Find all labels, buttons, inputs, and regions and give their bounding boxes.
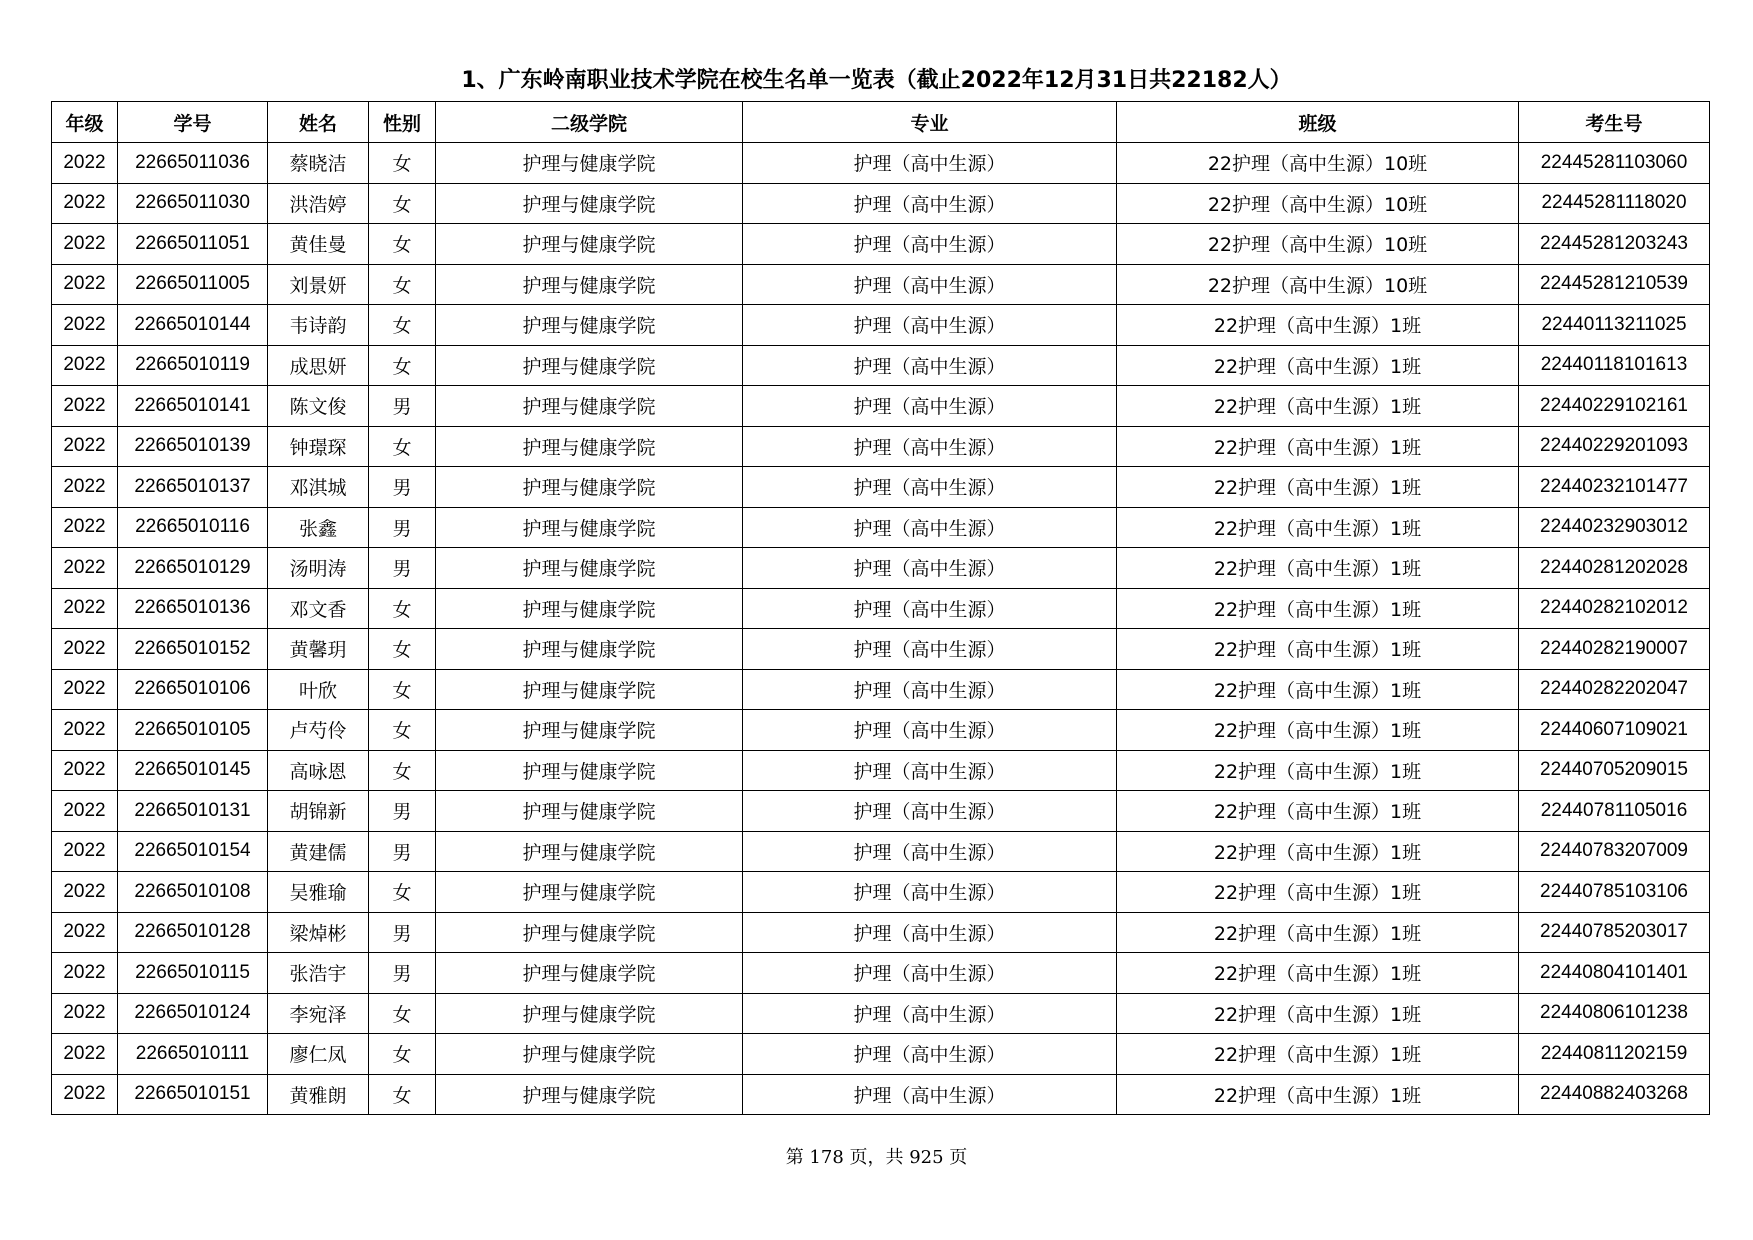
name-cell: 黄建儒 bbox=[268, 831, 369, 872]
gender-cell: 女 bbox=[369, 669, 436, 710]
class-cell: 22护理（高中生源）1班 bbox=[1117, 386, 1519, 427]
table-row bbox=[52, 953, 1710, 994]
class-cell: 22护理（高中生源）10班 bbox=[1117, 264, 1519, 305]
major-cell: 护理（高中生源） bbox=[743, 588, 1117, 629]
student-id-cell: 22665011036 bbox=[118, 143, 268, 184]
grade-cell: 2022 bbox=[52, 1034, 118, 1075]
exam-number-cell: 22440229201093 bbox=[1519, 426, 1710, 467]
college-cell: 护理与健康学院 bbox=[436, 1074, 743, 1115]
college-cell: 护理与健康学院 bbox=[436, 224, 743, 265]
name-cell: 黄馨玥 bbox=[268, 629, 369, 670]
student-roster-table bbox=[51, 101, 1710, 1115]
exam-number-cell: 22440781105016 bbox=[1519, 791, 1710, 832]
grade-cell: 2022 bbox=[52, 224, 118, 265]
exam-number-cell: 22440118101613 bbox=[1519, 345, 1710, 386]
student-id-cell: 22665010124 bbox=[118, 993, 268, 1034]
class-cell: 22护理（高中生源）1班 bbox=[1117, 629, 1519, 670]
major-cell: 护理（高中生源） bbox=[743, 143, 1117, 184]
name-cell: 刘景妍 bbox=[268, 264, 369, 305]
college-cell: 护理与健康学院 bbox=[436, 386, 743, 427]
college-cell: 护理与健康学院 bbox=[436, 872, 743, 913]
gender-cell: 女 bbox=[369, 143, 436, 184]
table-row bbox=[52, 831, 1710, 872]
name-cell: 叶欣 bbox=[268, 669, 369, 710]
gender-cell: 女 bbox=[369, 1074, 436, 1115]
major-cell: 护理（高中生源） bbox=[743, 831, 1117, 872]
gender-cell: 男 bbox=[369, 386, 436, 427]
class-cell: 22护理（高中生源）1班 bbox=[1117, 345, 1519, 386]
college-cell: 护理与健康学院 bbox=[436, 305, 743, 346]
exam-number-cell: 22445281203243 bbox=[1519, 224, 1710, 265]
student-id-cell: 22665010106 bbox=[118, 669, 268, 710]
grade-cell: 2022 bbox=[52, 264, 118, 305]
class-cell: 22护理（高中生源）1班 bbox=[1117, 467, 1519, 508]
column-header-name: 姓名 bbox=[268, 102, 369, 143]
student-id-cell: 22665011051 bbox=[118, 224, 268, 265]
student-id-cell: 22665010108 bbox=[118, 872, 268, 913]
exam-number-cell: 22440607109021 bbox=[1519, 710, 1710, 751]
student-id-cell: 22665010151 bbox=[118, 1074, 268, 1115]
column-header-college: 二级学院 bbox=[436, 102, 743, 143]
student-id-cell: 22665010152 bbox=[118, 629, 268, 670]
student-id-cell: 22665010139 bbox=[118, 426, 268, 467]
exam-number-cell: 22440785103106 bbox=[1519, 872, 1710, 913]
table-row bbox=[52, 224, 1710, 265]
name-cell: 钟璟琛 bbox=[268, 426, 369, 467]
class-cell: 22护理（高中生源）1班 bbox=[1117, 426, 1519, 467]
name-cell: 张浩宇 bbox=[268, 953, 369, 994]
student-id-cell: 22665010116 bbox=[118, 507, 268, 548]
name-cell: 廖仁凤 bbox=[268, 1034, 369, 1075]
column-header-major: 专业 bbox=[743, 102, 1117, 143]
name-cell: 吴雅瑜 bbox=[268, 872, 369, 913]
exam-number-cell: 22440113211025 bbox=[1519, 305, 1710, 346]
grade-cell: 2022 bbox=[52, 710, 118, 751]
exam-number-cell: 22440806101238 bbox=[1519, 993, 1710, 1034]
grade-cell: 2022 bbox=[52, 305, 118, 346]
name-cell: 蔡晓洁 bbox=[268, 143, 369, 184]
major-cell: 护理（高中生源） bbox=[743, 953, 1117, 994]
table-row bbox=[52, 143, 1710, 184]
major-cell: 护理（高中生源） bbox=[743, 426, 1117, 467]
student-id-cell: 22665010111 bbox=[118, 1034, 268, 1075]
college-cell: 护理与健康学院 bbox=[436, 143, 743, 184]
grade-cell: 2022 bbox=[52, 791, 118, 832]
grade-cell: 2022 bbox=[52, 548, 118, 589]
column-header-exam-number: 考生号 bbox=[1519, 102, 1710, 143]
major-cell: 护理（高中生源） bbox=[743, 710, 1117, 751]
college-cell: 护理与健康学院 bbox=[436, 426, 743, 467]
college-cell: 护理与健康学院 bbox=[436, 467, 743, 508]
college-cell: 护理与健康学院 bbox=[436, 183, 743, 224]
gender-cell: 女 bbox=[369, 426, 436, 467]
exam-number-cell: 22445281210539 bbox=[1519, 264, 1710, 305]
name-cell: 胡锦新 bbox=[268, 791, 369, 832]
column-header-gender: 性别 bbox=[369, 102, 436, 143]
exam-number-cell: 22440282102012 bbox=[1519, 588, 1710, 629]
exam-number-cell: 22440229102161 bbox=[1519, 386, 1710, 427]
college-cell: 护理与健康学院 bbox=[436, 953, 743, 994]
gender-cell: 男 bbox=[369, 791, 436, 832]
grade-cell: 2022 bbox=[52, 669, 118, 710]
student-id-cell: 22665010136 bbox=[118, 588, 268, 629]
column-header-class: 班级 bbox=[1117, 102, 1519, 143]
name-cell: 邓文香 bbox=[268, 588, 369, 629]
major-cell: 护理（高中生源） bbox=[743, 548, 1117, 589]
major-cell: 护理（高中生源） bbox=[743, 345, 1117, 386]
name-cell: 邓淇城 bbox=[268, 467, 369, 508]
table-row bbox=[52, 669, 1710, 710]
class-cell: 22护理（高中生源）1班 bbox=[1117, 548, 1519, 589]
college-cell: 护理与健康学院 bbox=[436, 912, 743, 953]
class-cell: 22护理（高中生源）1班 bbox=[1117, 791, 1519, 832]
major-cell: 护理（高中生源） bbox=[743, 264, 1117, 305]
exam-number-cell: 22440282190007 bbox=[1519, 629, 1710, 670]
major-cell: 护理（高中生源） bbox=[743, 791, 1117, 832]
name-cell: 黄佳曼 bbox=[268, 224, 369, 265]
column-header-student-id: 学号 bbox=[118, 102, 268, 143]
major-cell: 护理（高中生源） bbox=[743, 183, 1117, 224]
name-cell: 韦诗韵 bbox=[268, 305, 369, 346]
gender-cell: 女 bbox=[369, 264, 436, 305]
gender-cell: 女 bbox=[369, 872, 436, 913]
table-row bbox=[52, 467, 1710, 508]
name-cell: 成思妍 bbox=[268, 345, 369, 386]
table-row bbox=[52, 629, 1710, 670]
college-cell: 护理与健康学院 bbox=[436, 507, 743, 548]
class-cell: 22护理（高中生源）1班 bbox=[1117, 1034, 1519, 1075]
class-cell: 22护理（高中生源）10班 bbox=[1117, 143, 1519, 184]
table-row bbox=[52, 305, 1710, 346]
major-cell: 护理（高中生源） bbox=[743, 224, 1117, 265]
college-cell: 护理与健康学院 bbox=[436, 345, 743, 386]
grade-cell: 2022 bbox=[52, 467, 118, 508]
class-cell: 22护理（高中生源）1班 bbox=[1117, 710, 1519, 751]
table-row bbox=[52, 588, 1710, 629]
gender-cell: 女 bbox=[369, 345, 436, 386]
class-cell: 22护理（高中生源）1班 bbox=[1117, 993, 1519, 1034]
gender-cell: 女 bbox=[369, 224, 436, 265]
table-row bbox=[52, 548, 1710, 589]
college-cell: 护理与健康学院 bbox=[436, 588, 743, 629]
class-cell: 22护理（高中生源）1班 bbox=[1117, 831, 1519, 872]
name-cell: 陈文俊 bbox=[268, 386, 369, 427]
grade-cell: 2022 bbox=[52, 386, 118, 427]
table-row bbox=[52, 426, 1710, 467]
college-cell: 护理与健康学院 bbox=[436, 710, 743, 751]
gender-cell: 女 bbox=[369, 305, 436, 346]
student-id-cell: 22665010129 bbox=[118, 548, 268, 589]
name-cell: 李宛泽 bbox=[268, 993, 369, 1034]
class-cell: 22护理（高中生源）1班 bbox=[1117, 872, 1519, 913]
table-row bbox=[52, 345, 1710, 386]
exam-number-cell: 22440282202047 bbox=[1519, 669, 1710, 710]
gender-cell: 女 bbox=[369, 750, 436, 791]
student-id-cell: 22665010115 bbox=[118, 953, 268, 994]
grade-cell: 2022 bbox=[52, 831, 118, 872]
college-cell: 护理与健康学院 bbox=[436, 993, 743, 1034]
college-cell: 护理与健康学院 bbox=[436, 750, 743, 791]
gender-cell: 男 bbox=[369, 831, 436, 872]
class-cell: 22护理（高中生源）10班 bbox=[1117, 224, 1519, 265]
name-cell: 卢芍伶 bbox=[268, 710, 369, 751]
table-row bbox=[52, 912, 1710, 953]
exam-number-cell: 22440232903012 bbox=[1519, 507, 1710, 548]
name-cell: 汤明涛 bbox=[268, 548, 369, 589]
table-row bbox=[52, 1074, 1710, 1115]
table-row bbox=[52, 183, 1710, 224]
college-cell: 护理与健康学院 bbox=[436, 1034, 743, 1075]
grade-cell: 2022 bbox=[52, 750, 118, 791]
major-cell: 护理（高中生源） bbox=[743, 1034, 1117, 1075]
exam-number-cell: 22440785203017 bbox=[1519, 912, 1710, 953]
table-row bbox=[52, 993, 1710, 1034]
class-cell: 22护理（高中生源）1班 bbox=[1117, 1074, 1519, 1115]
gender-cell: 男 bbox=[369, 507, 436, 548]
grade-cell: 2022 bbox=[52, 912, 118, 953]
gender-cell: 男 bbox=[369, 912, 436, 953]
grade-cell: 2022 bbox=[52, 183, 118, 224]
name-cell: 梁焯彬 bbox=[268, 912, 369, 953]
table-row bbox=[52, 710, 1710, 751]
gender-cell: 男 bbox=[369, 953, 436, 994]
class-cell: 22护理（高中生源）1班 bbox=[1117, 588, 1519, 629]
exam-number-cell: 22445281103060 bbox=[1519, 143, 1710, 184]
major-cell: 护理（高中生源） bbox=[743, 750, 1117, 791]
class-cell: 22护理（高中生源）10班 bbox=[1117, 183, 1519, 224]
grade-cell: 2022 bbox=[52, 993, 118, 1034]
major-cell: 护理（高中生源） bbox=[743, 912, 1117, 953]
major-cell: 护理（高中生源） bbox=[743, 629, 1117, 670]
grade-cell: 2022 bbox=[52, 143, 118, 184]
exam-number-cell: 22445281118020 bbox=[1519, 183, 1710, 224]
exam-number-cell: 22440882403268 bbox=[1519, 1074, 1710, 1115]
name-cell: 黄雅朗 bbox=[268, 1074, 369, 1115]
page-footer: 第 178 页，共 925 页 bbox=[785, 1147, 968, 1168]
grade-cell: 2022 bbox=[52, 629, 118, 670]
major-cell: 护理（高中生源） bbox=[743, 872, 1117, 913]
major-cell: 护理（高中生源） bbox=[743, 305, 1117, 346]
student-id-cell: 22665011005 bbox=[118, 264, 268, 305]
exam-number-cell: 22440811202159 bbox=[1519, 1034, 1710, 1075]
student-id-cell: 22665010119 bbox=[118, 345, 268, 386]
table-row bbox=[52, 750, 1710, 791]
major-cell: 护理（高中生源） bbox=[743, 386, 1117, 427]
class-cell: 22护理（高中生源）1班 bbox=[1117, 305, 1519, 346]
college-cell: 护理与健康学院 bbox=[436, 669, 743, 710]
name-cell: 张鑫 bbox=[268, 507, 369, 548]
exam-number-cell: 22440705209015 bbox=[1519, 750, 1710, 791]
college-cell: 护理与健康学院 bbox=[436, 791, 743, 832]
table-row bbox=[52, 791, 1710, 832]
gender-cell: 女 bbox=[369, 588, 436, 629]
student-id-cell: 22665011030 bbox=[118, 183, 268, 224]
student-id-cell: 22665010105 bbox=[118, 710, 268, 751]
class-cell: 22护理（高中生源）1班 bbox=[1117, 507, 1519, 548]
exam-number-cell: 22440281202028 bbox=[1519, 548, 1710, 589]
student-id-cell: 22665010154 bbox=[118, 831, 268, 872]
gender-cell: 男 bbox=[369, 467, 436, 508]
grade-cell: 2022 bbox=[52, 507, 118, 548]
major-cell: 护理（高中生源） bbox=[743, 669, 1117, 710]
table-row bbox=[52, 872, 1710, 913]
student-id-cell: 22665010131 bbox=[118, 791, 268, 832]
table-row bbox=[52, 507, 1710, 548]
major-cell: 护理（高中生源） bbox=[743, 507, 1117, 548]
student-id-cell: 22665010144 bbox=[118, 305, 268, 346]
student-id-cell: 22665010128 bbox=[118, 912, 268, 953]
table-body bbox=[52, 143, 1710, 1115]
college-cell: 护理与健康学院 bbox=[436, 831, 743, 872]
exam-number-cell: 22440232101477 bbox=[1519, 467, 1710, 508]
class-cell: 22护理（高中生源）1班 bbox=[1117, 669, 1519, 710]
college-cell: 护理与健康学院 bbox=[436, 264, 743, 305]
college-cell: 护理与健康学院 bbox=[436, 629, 743, 670]
gender-cell: 女 bbox=[369, 183, 436, 224]
college-cell: 护理与健康学院 bbox=[436, 548, 743, 589]
gender-cell: 女 bbox=[369, 1034, 436, 1075]
class-cell: 22护理（高中生源）1班 bbox=[1117, 912, 1519, 953]
name-cell: 洪浩婷 bbox=[268, 183, 369, 224]
gender-cell: 女 bbox=[369, 993, 436, 1034]
column-header-grade: 年级 bbox=[52, 102, 118, 143]
page-title: 1、广东岭南职业技术学院在校生名单一览表（截止2022年12月31日共22182人） bbox=[461, 68, 1292, 93]
grade-cell: 2022 bbox=[52, 426, 118, 467]
class-cell: 22护理（高中生源）1班 bbox=[1117, 953, 1519, 994]
grade-cell: 2022 bbox=[52, 1074, 118, 1115]
gender-cell: 女 bbox=[369, 710, 436, 751]
gender-cell: 女 bbox=[369, 629, 436, 670]
exam-number-cell: 22440804101401 bbox=[1519, 953, 1710, 994]
major-cell: 护理（高中生源） bbox=[743, 1074, 1117, 1115]
grade-cell: 2022 bbox=[52, 588, 118, 629]
student-id-cell: 22665010141 bbox=[118, 386, 268, 427]
major-cell: 护理（高中生源） bbox=[743, 467, 1117, 508]
table-row bbox=[52, 264, 1710, 305]
major-cell: 护理（高中生源） bbox=[743, 993, 1117, 1034]
table-header-row bbox=[52, 102, 1710, 143]
student-id-cell: 22665010145 bbox=[118, 750, 268, 791]
gender-cell: 男 bbox=[369, 548, 436, 589]
name-cell: 高咏恩 bbox=[268, 750, 369, 791]
grade-cell: 2022 bbox=[52, 953, 118, 994]
exam-number-cell: 22440783207009 bbox=[1519, 831, 1710, 872]
student-id-cell: 22665010137 bbox=[118, 467, 268, 508]
grade-cell: 2022 bbox=[52, 872, 118, 913]
table-row bbox=[52, 386, 1710, 427]
table-row bbox=[52, 1034, 1710, 1075]
grade-cell: 2022 bbox=[52, 345, 118, 386]
class-cell: 22护理（高中生源）1班 bbox=[1117, 750, 1519, 791]
